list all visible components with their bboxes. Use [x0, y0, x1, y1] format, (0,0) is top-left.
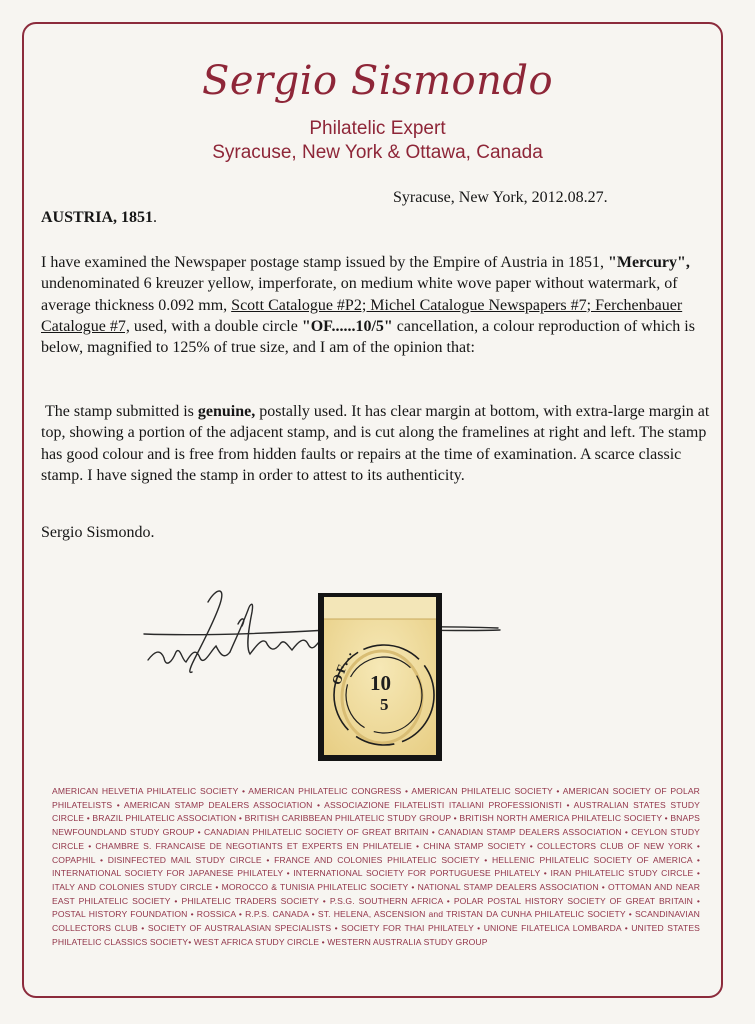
- p1-text-4: cancellation, a colour reproduction of which is below, magnified to 125% of true size, and I am of the opinion that:: [41, 317, 695, 357]
- society-memberships: AMERICAN HELVETIA PHILATELIC SOCIETY • AMERICAN PHILATELIC CONGRESS • AMERICAN PHILATELIC SOCIETY • AMERICAN SOCIETY OF POLAR PHILATELISTS • AMERICAN STAMP DEALERS ASSOCIATION • ASSOCIAZIONE FILATELISTI ITALIANI PROFESSIONISTI • AUSTRALIAN STATES STUDY CIRCLE • BRAZIL PHILATELIC ASSOCIATION • BRITISH CARIBBEAN PHILATELIC STUDY GROUP • BRITISH NORTH AMERICA PHILATELIC SOCIETY • BNAPS NEWFOUNDLAND STUDY GROUP • CANADIAN PHILATELIC SOCIETY OF GREAT BRITAIN • CANADIAN STAMP DEALERS ASSOCIATION • CEYLON STUDY CIRCLE • CHAMBRE S. FRANCAISE DE NEGOTIANTS ET EXPERTS EN PHILATELIE • CHINA STAMP SOCIETY • COLLECTORS CLUB OF NEW YORK • COPAPHIL • DISINFECTED MAIL STUDY CIRCLE • FRANCE AND COLONIES PHILATELIC SOCIETY • HELLENIC PHILATELIC SOCIETY OF AMERICA • INTERNATIONAL SOCIETY FOR JAPANESE PHILATELY • INTERNATIONAL SOCIETY FOR PORTUGUESE PHILATELY • IRAN PHILATELIC STUDY CIRCLE • ITALY AND COLONIES STUDY CIRCLE • MOROCCO & TUNISIA PHILATELIC SOCIETY • NATIONAL STAMP DEALERS ASSOCIATION • OTTOMAN AND NEAR EAST PHILATELIC SOCIETY • PHILATELIC TRADERS SOCIETY • P.S.G. SOUTHERN AFRICA • POLAR POSTAL HISTORY SOCIETY OF GREAT BRITAIN • POSTAL HISTORY FOUNDATION • ROSSICA • R.P.S. CANADA • ST. HELENA, ASCENSION and TRISTAN DA CUNHA PHILATELIC SOCIETY • SCANDINAVIAN COLLECTORS CLUB • SOCIETY OF AUSTRALASIAN SPECIALISTS • SOCIETY FOR THAI PHILATELY • UNIONE FILATELICA LOMBARDA • UNITED STATES PHILATELIC CLASSICS SOCIETY• WEST AFRICA STUDY CIRCLE • WESTERN AUSTRALIA STUDY GROUP: [52, 786, 700, 947]
- p1-text-2: undenominated 6 kreuzer yellow, imperforate, on medium white wove paper without watermark, of average thickness 0.092 mm,: [41, 275, 678, 314]
- stamp-cancel-day: 10: [370, 671, 391, 695]
- p1-text-1: I have examined the Newspaper postage stamp issued by the Empire of Austria in 1851,: [41, 254, 608, 271]
- examination-paragraph: [41, 252, 716, 358]
- p2-genuine: genuine,: [197, 403, 256, 420]
- date-line: Syracuse, New York, 2012.08.27.: [393, 189, 608, 206]
- stamp-cancel-town: OF...: [328, 647, 356, 687]
- p2-text-1: The stamp submitted is: [41, 403, 198, 420]
- expert-name: Sergio Sismondo: [201, 58, 554, 104]
- stamp-image: [318, 593, 442, 761]
- certificate-heading: [41, 209, 157, 227]
- p2-text-2: postally used. It has clear margin at bottom, with extra-large margin at top, showing a portion of the adjacent stamp, and is cut along the framelines at right and left. The stamp has good colour and is free from hidden faults or repairs at the time of examination. A scarce classic stamp. I have signed the stamp in order to attest to its authenticity.: [41, 403, 710, 484]
- p1-cancel: "OF......10/5": [301, 317, 393, 335]
- heading-text: AUSTRIA, 1851: [41, 209, 154, 226]
- p1-catalogue: Scott Catalogue #P2; Michel Catalogue Newspapers #7; Ferchenbauer Catalogue #7,: [41, 296, 683, 335]
- expert-location: Syracuse, New York & Ottawa, Canada: [212, 142, 543, 163]
- expert-title: Philatelic Expert: [309, 118, 446, 139]
- p1-text-3: used, with a double circle: [129, 317, 302, 335]
- opinion-paragraph: [41, 401, 716, 486]
- signoff-name: Sergio Sismondo.: [41, 524, 155, 541]
- heading-period: .: [153, 209, 158, 226]
- stamp-cancel-month: 5: [380, 695, 389, 714]
- stamp-paper: [324, 597, 436, 755]
- p1-mercury: "Mercury",: [607, 254, 690, 271]
